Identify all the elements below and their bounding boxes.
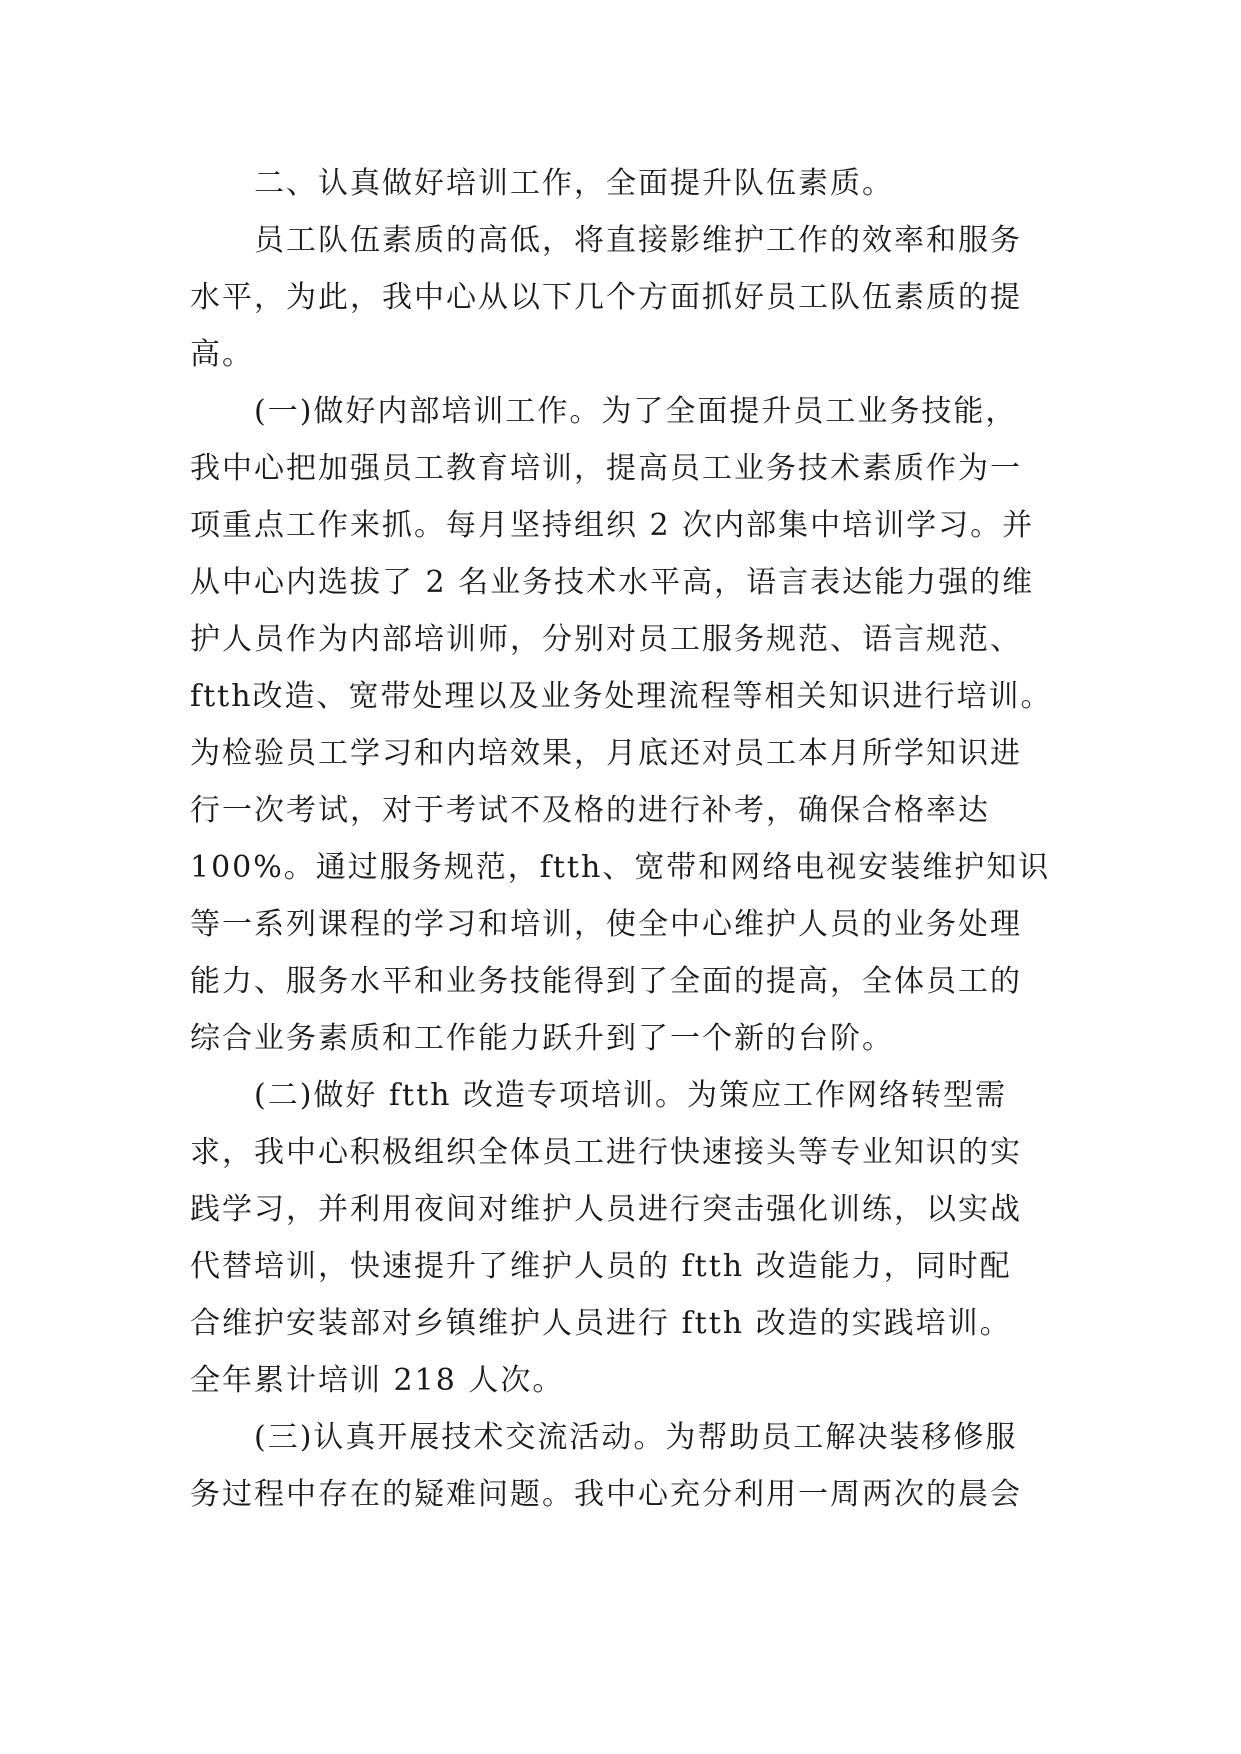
text-line: 能力、服务水平和业务技能得到了全面的提高，全体员工的	[190, 964, 1022, 999]
text-line: 全年累计培训 218 人次。	[190, 1363, 565, 1398]
text-line: 行一次考试，对于考试不及格的进行补考，确保合格率达	[190, 793, 990, 828]
text-line: ftth改造、宽带处理以及业务处理流程等相关知识进行培训。	[190, 679, 1053, 714]
text-line: (三)认真开展技术交流活动。为帮助员工解决装移修服	[254, 1420, 1018, 1455]
text-line: 求，我中心积极组织全体员工进行快速接头等专业知识的实	[190, 1135, 1022, 1170]
document-body	[190, 155, 1070, 1523]
text-line: 为检验员工学习和内培效果，月底还对员工本月所学知识进	[190, 736, 1022, 771]
text-line: 水平，为此，我中心从以下几个方面抓好员工队伍素质的提	[190, 280, 1022, 315]
text-line: 我中心把加强员工教育培训，提高员工业务技术素质作为一	[190, 451, 1022, 486]
text-line: 代替培训，快速提升了维护人员的 ftth 改造能力，同时配	[190, 1249, 1012, 1284]
text-line: 100%。通过服务规范，ftth、宽带和网络电视安装维护知识	[190, 850, 1051, 885]
text-line: 从中心内选拔了 2 名业务技术水平高，语言表达能力强的维	[190, 565, 1035, 600]
text-line: 护人员作为内部培训师，分别对员工服务规范、语言规范、	[190, 622, 1022, 657]
text-line: 二、认真做好培训工作，全面提升队伍素质。	[254, 166, 894, 201]
text-line: 综合业务素质和工作能力跃升到了一个新的台阶。	[190, 1021, 894, 1056]
text-line: 践学习，并利用夜间对维护人员进行突击强化训练，以实战	[190, 1192, 1022, 1227]
text-line: 高。	[190, 337, 254, 372]
text-line: 项重点工作来抓。每月坚持组织 2 次内部集中培训学习。并	[190, 508, 1035, 543]
text-line: 等一系列课程的学习和培训，使全中心维护人员的业务处理	[190, 907, 1022, 942]
text-line: (二)做好 ftth 改造专项培训。为策应工作网络转型需	[254, 1078, 1008, 1113]
text-line: (一)做好内部培训工作。为了全面提升员工业务技能，	[254, 394, 1018, 429]
text-line: 合维护安装部对乡镇维护人员进行 ftth 改造的实践培训。	[190, 1306, 1012, 1341]
text-line: 务过程中存在的疑难问题。我中心充分利用一周两次的晨会	[190, 1477, 1022, 1512]
text-line: 员工队伍素质的高低，将直接影维护工作的效率和服务	[254, 223, 1022, 258]
